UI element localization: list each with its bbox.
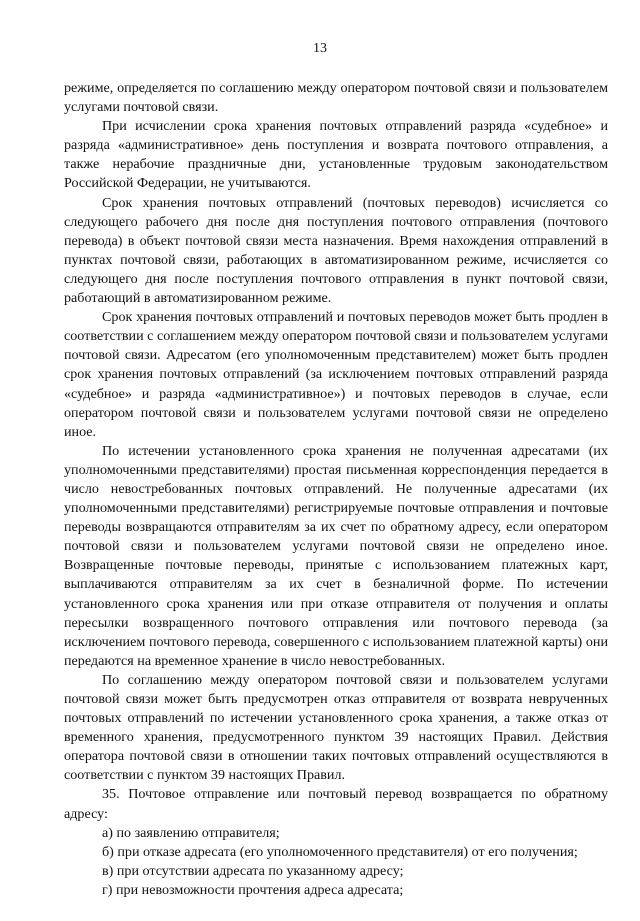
document-body — [64, 79, 608, 900]
paragraph-return-refusal-agreement: По соглашению между оператором почтовой связи и пользователем услугами почтовой связи может быть предусмотрен отказ отправителя от возврата неврученных почтовых отправлений по истечении установленного срока хранения, а также отказ от временного хранения, предусмотренного пунктом 39 настоящих Правил. Действия оператора почтовой связи в отношении таких почтовых отправлений осуществляются в соответствии с пунктом 39 настоящих Правил. — [64, 671, 608, 784]
paragraph-judicial-storage-calculation: При исчислении срока хранения почтовых отправлений разряда «судебное» и разряда «административное» день поступления и возврата почтового отправления, а также нерабочие праздничные дни, установленные трудовым законодательством Российской Федерации, не учитываются. — [64, 118, 608, 192]
list-item-b: б) при отказе адресата (его уполномоченного представителя) от его получения; — [102, 843, 578, 860]
page-number: 13 — [313, 41, 327, 56]
list-item-a: а) по заявлению отправителя; — [102, 824, 280, 841]
paragraph-clause-35: 35. Почтовое отправление или почтовый перевод возвращается по обратному адресу: — [64, 786, 608, 822]
paragraph-unclaimed-items: По истечении установленного срока хранения не полученная адресатами (их уполномоченными представителями) простая письменная корреспонденция передается в число невостребованных почтовых отправлений. Не полученные адресатами (их уполномоченными представителями) регистрируемые почтовые отправления и почтовые переводы возвращаются отправителям за их счет по обратному адресу, если оператором почтовой связи и пользователем услугами почтовой связи не определено иное. Возвращенные почтовые переводы, принятые с использованием платежных карт, выплачиваются отправителям за их счет в безналичной форме. По истечении установленного срока хранения или при отказе отправителя от получения и оплаты пересылки возвращенного почтового отправления или почтового перевода (за исключением почтового перевода, совершенного с использованием платежной карты) они передаются на временное хранение в число невостребованных. — [64, 442, 608, 669]
list-item-v: в) при отсутствии адресата по указанному адресу; — [102, 862, 404, 879]
list-item-g: г) при невозможности прочтения адреса адресата; — [102, 881, 404, 898]
paragraph-storage-extension: Срок хранения почтовых отправлений и почтовых переводов может быть продлен в соответствии с соглашением между оператором почтовой связи и пользователем услугами почтовой связи. Адресатом (его уполномоченным представителем) может быть продлен срок хранения почтовых отправлений (за исключением почтовых отправлений разряда «судебное» и разряда «административное») и почтовых переводов в случае, если оператором почтовой связи и пользователем услугами почтовой связи не определено иное. — [64, 309, 608, 440]
paragraph-continuation: режиме, определяется по соглашению между оператором почтовой связи и пользователем услугами почтовой связи. — [64, 80, 608, 116]
paragraph-storage-period-calculation: Срок хранения почтовых отправлений (почтовых переводов) исчисляется со следующего рабочего дня после дня поступления почтового отправления (почтового перевода) в объект почтовой связи места назначения. Время нахождения отправлений в пунктах почтовой связи, работающих в автоматизированном режиме, исчисляется со следующего дня после поступления почтового отправления в пункт почтовой связи, работающий в автоматизированном режиме. — [64, 194, 608, 307]
